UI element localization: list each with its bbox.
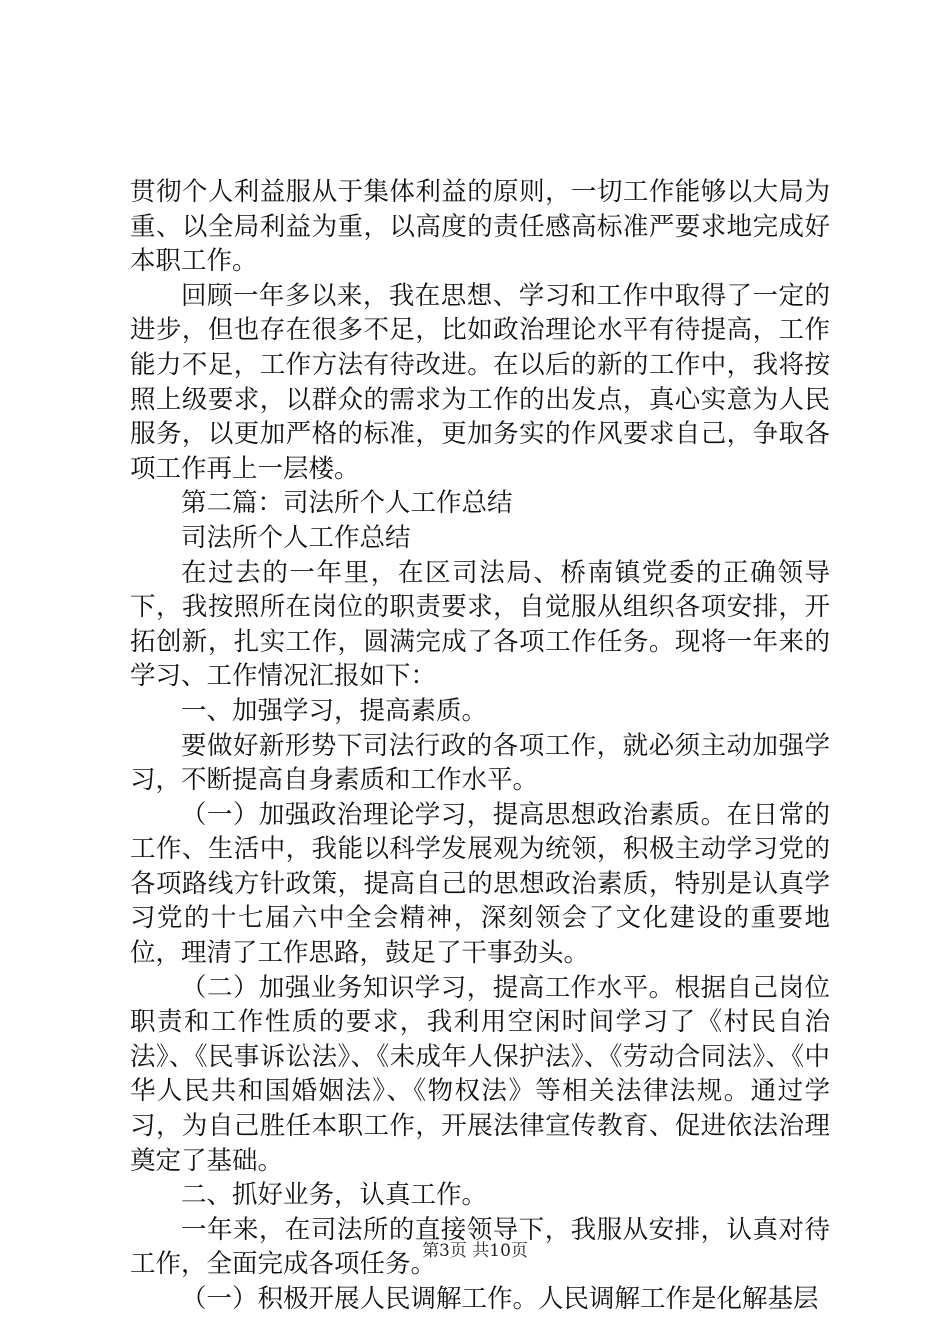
paragraph-study: 要做好新形势下司法行政的各项工作，就必须主动加强学习，不断提高自身素质和工作水平。 bbox=[130, 730, 830, 796]
paragraph-mediation: （一）积极开展人民调解工作。人民调解工作是化解基层 bbox=[181, 1284, 819, 1314]
paragraph-intro: 在过去的一年里，在区司法局、桥南镇党委的正确领导下，我按照所在岗位的职责要求，自觉服从组织各项安排，开拓创新，扎实工作，圆满完成了各项工作任务。现将一年来的学习、工作情况汇报如下： bbox=[130, 557, 830, 692]
paragraph-political-study: （一）加强政治理论学习，提高思想政治素质。在日常的工作、生活中，我能以科学发展观为统领，积极主动学习党的各项路线方针政策，提高自己的思想政治素质，特别是认真学习党的十七届六中全会精神，深刻领会了文化建设的重要地位，理清了工作思路，鼓足了干事劲头。 bbox=[130, 799, 830, 969]
heading-study: 一、加强学习，提高素质。 bbox=[181, 695, 488, 726]
document-body bbox=[130, 175, 830, 1317]
section-heading-part-two: 第二篇：司法所个人工作总结 bbox=[181, 488, 513, 519]
document-title: 司法所个人工作总结 bbox=[181, 522, 411, 553]
paragraph-1: 贯彻个人利益服从于集体利益的原则，一切工作能够以大局为重、以全局利益为重，以高度的责任感高标准严要求地完成好本职工作。 bbox=[130, 177, 830, 277]
paragraph-work: 一年来，在司法所的直接领导下，我服从安排，认真对待工作，全面完成各项任务。 bbox=[130, 1214, 830, 1280]
page-number-footer: 第3页 共10页 bbox=[422, 1241, 528, 1261]
paragraph-business-study: （二）加强业务知识学习，提高工作水平。根据自己岗位职责和工作性质的要求，我利用空闲时间学习了《村民自治法》、《民事诉讼法》、《未成年人保护法》、《劳动合同法》、《中华人民共和国婚姻法》、《物权法》等相关法律法规。通过学习，为自己胜任本职工作，开展法律宣传教育、促进依法治理奠定了基础。 bbox=[130, 972, 830, 1176]
paragraph-2: 回顾一年多以来，我在思想、学习和工作中取得了一定的进步，但也存在很多不足，比如政治理论水平有待提高，工作能力不足，工作方法有待改进。在以后的新的工作中，我将按照上级要求，以群众的需求为工作的出发点，真心实意为人民服务，以更加严格的标准，更加务实的作风要求自己，争取各项工作再上一层楼。 bbox=[130, 280, 830, 484]
heading-work: 二、抓好业务，认真工作。 bbox=[181, 1180, 488, 1211]
